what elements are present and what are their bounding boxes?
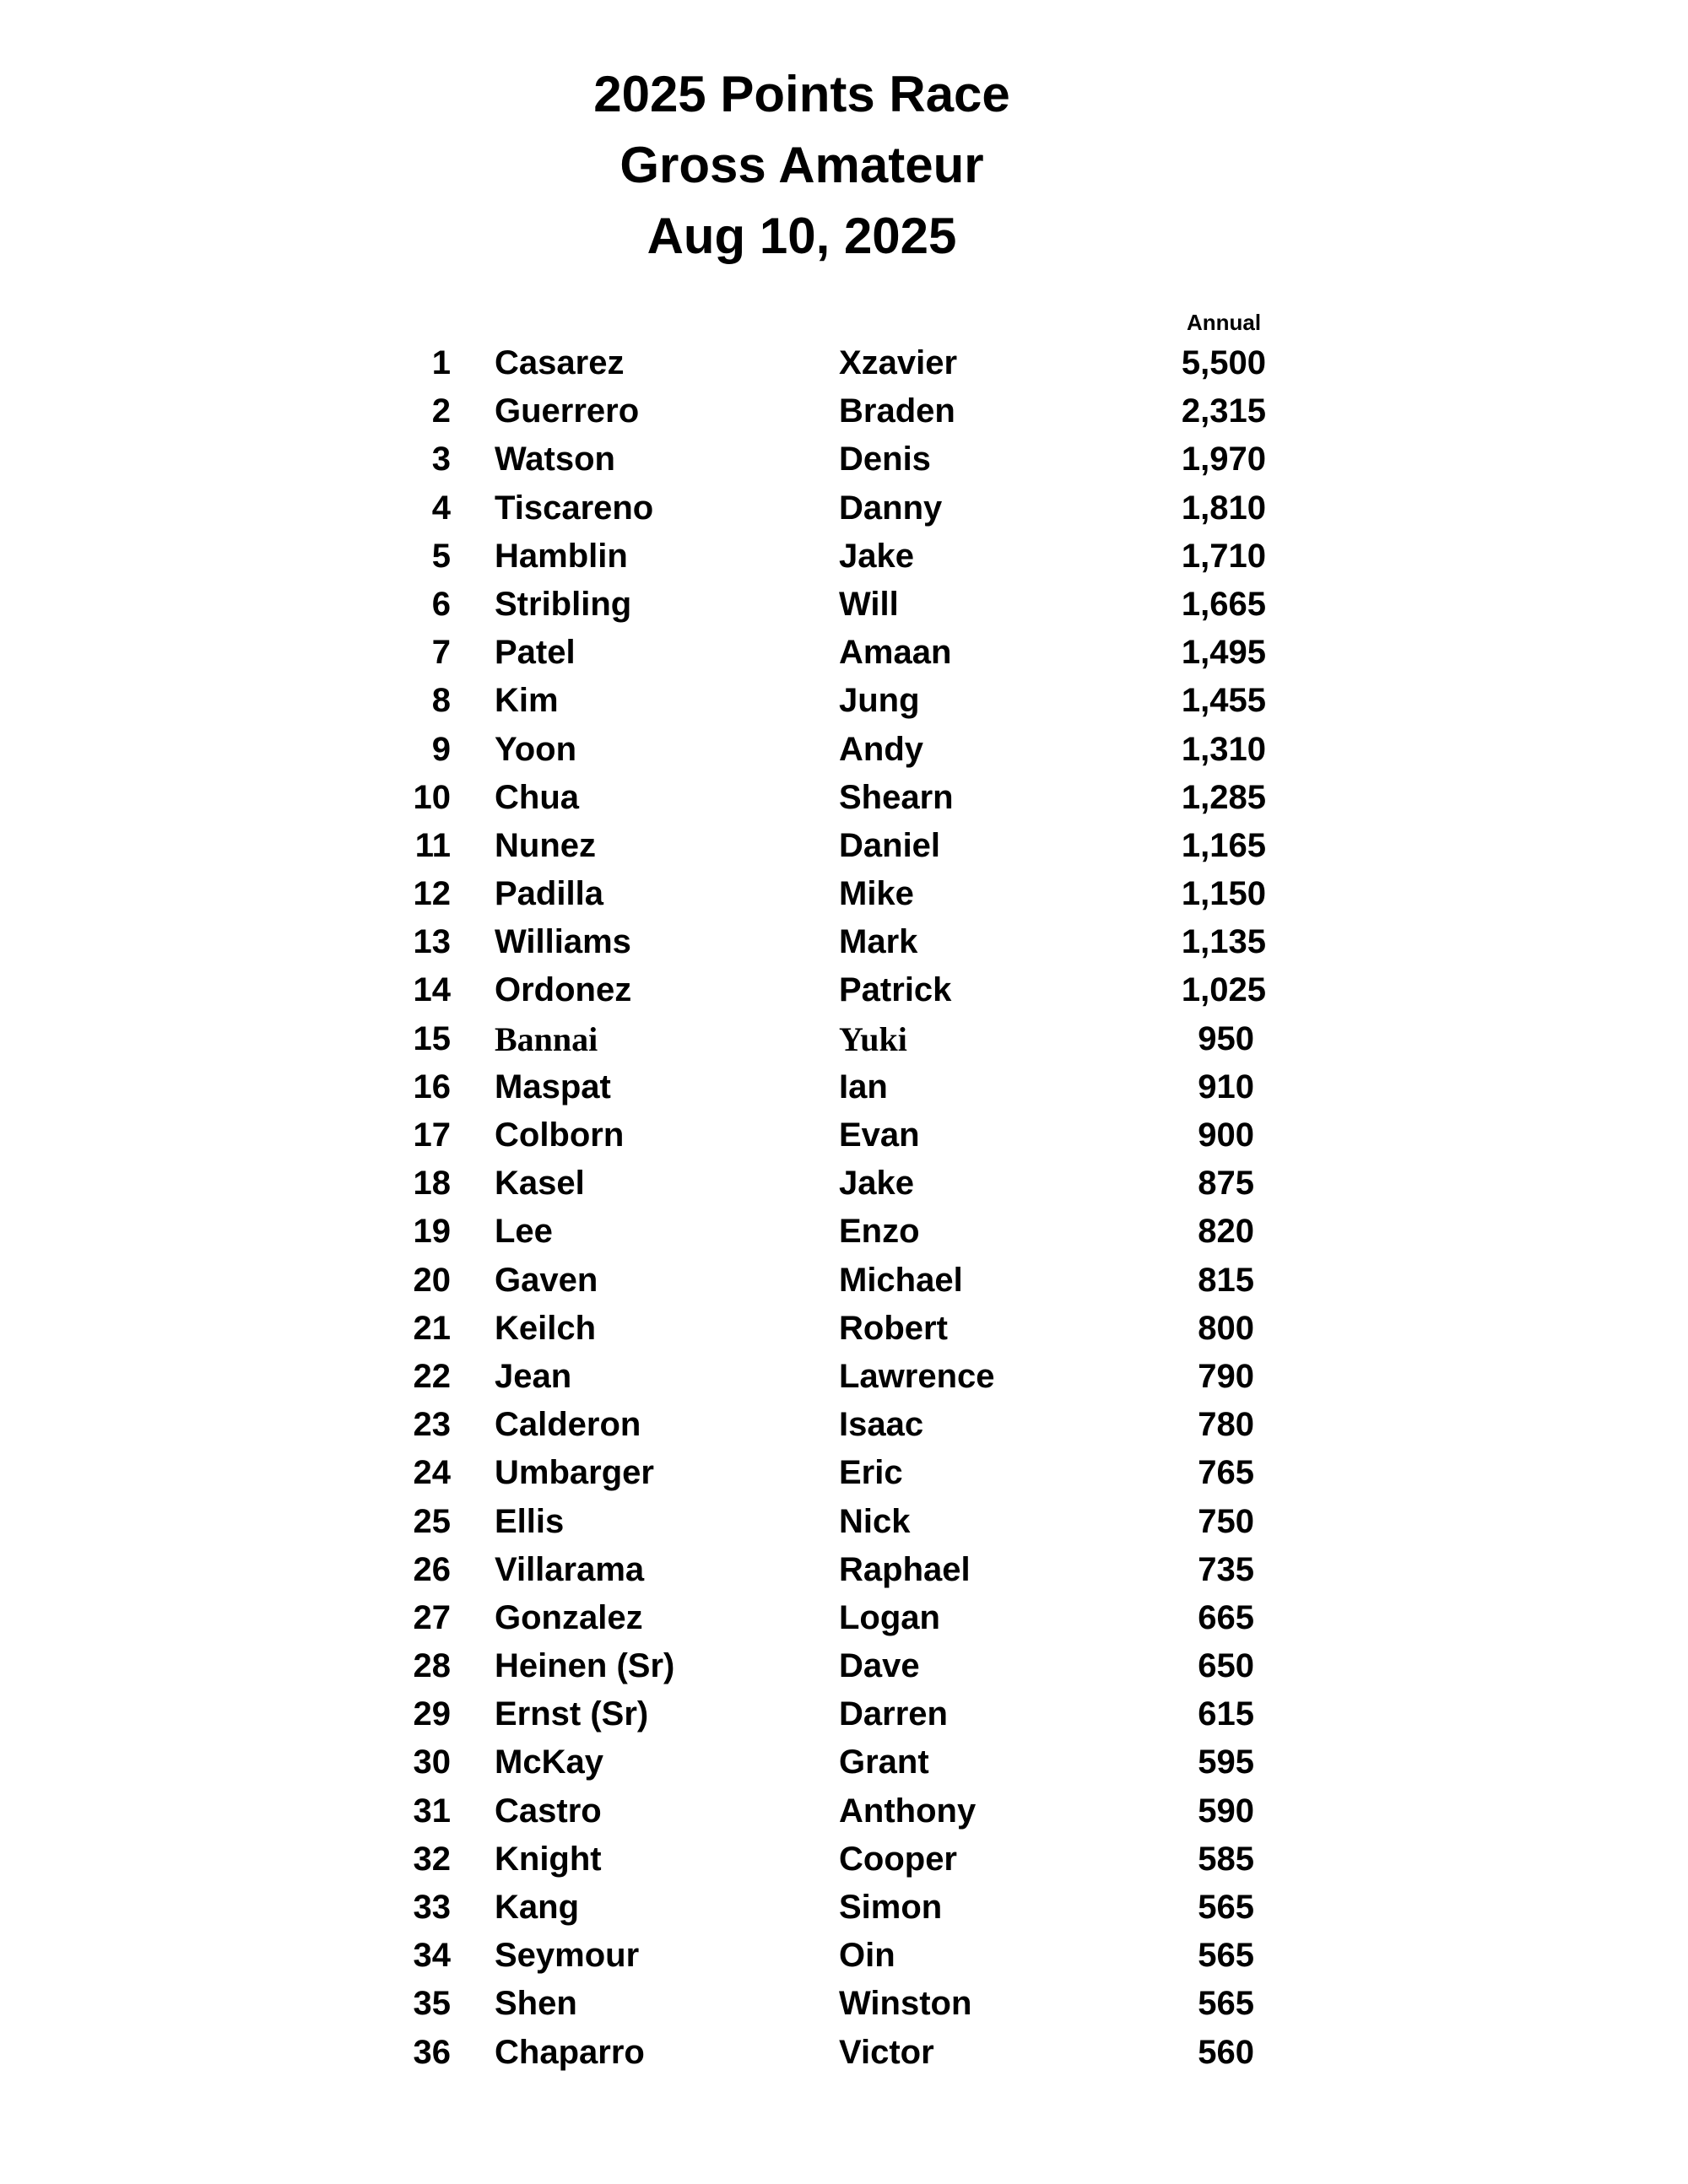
last-name-cell: Ordonez [495, 971, 632, 1009]
annual-points-cell: 665 [1198, 1598, 1254, 1636]
annual-points-cell: 1,165 [1181, 826, 1266, 864]
first-name-cell: Oin [839, 1937, 895, 1975]
last-name-cell: Colborn [495, 1116, 625, 1154]
rank-cell: 5 [431, 537, 451, 575]
last-name-cell: Castro [495, 1792, 602, 1830]
first-name-cell: Daniel [839, 826, 941, 864]
table-row [0, 1546, 1688, 1594]
first-name-cell: Lawrence [839, 1357, 995, 1395]
last-name-cell: Kim [495, 682, 559, 720]
table-row [0, 581, 1688, 629]
last-name-cell: Kasel [495, 1165, 585, 1203]
last-name-cell: Patel [495, 634, 576, 672]
table-row [0, 387, 1688, 435]
first-name-cell: Will [839, 585, 899, 623]
table-row [0, 1690, 1688, 1738]
last-name-cell: Umbarger [495, 1454, 654, 1492]
annual-points-cell: 565 [1198, 1937, 1254, 1975]
last-name-cell: Gaven [495, 1261, 598, 1299]
table-row [0, 532, 1688, 581]
last-name-cell: Seymour [495, 1937, 640, 1975]
table-row [0, 1111, 1688, 1160]
annual-points-cell: 585 [1198, 1840, 1254, 1878]
first-name-cell: Dave [839, 1647, 920, 1685]
table-row [0, 966, 1688, 1014]
rank-cell: 20 [413, 1261, 451, 1299]
annual-points-cell: 1,970 [1181, 441, 1266, 478]
first-name-cell: Raphael [839, 1550, 971, 1588]
annual-points-cell: 1,135 [1181, 923, 1266, 961]
rank-cell: 17 [413, 1116, 451, 1154]
first-name-cell: Xzavier [839, 344, 958, 381]
first-name-cell: Denis [839, 441, 931, 478]
first-name-cell: Mark [839, 923, 918, 961]
first-name-cell: Andy [839, 730, 923, 768]
annual-points-cell: 735 [1198, 1550, 1254, 1588]
table-row [0, 1642, 1688, 1690]
rank-cell: 23 [413, 1406, 451, 1444]
annual-points-cell: 1,025 [1181, 971, 1266, 1009]
rank-cell: 7 [431, 634, 451, 672]
annual-points-cell: 1,810 [1181, 489, 1266, 527]
rank-cell: 9 [431, 730, 451, 768]
annual-points-cell: 1,665 [1181, 585, 1266, 623]
annual-points-cell: 765 [1198, 1454, 1254, 1492]
rank-cell: 28 [413, 1647, 451, 1685]
last-name-cell: Jean [495, 1357, 572, 1395]
annual-points-cell: 820 [1198, 1213, 1254, 1251]
first-name-cell: Anthony [839, 1792, 977, 1830]
table-row [0, 1160, 1688, 1208]
rank-cell: 15 [413, 1019, 451, 1057]
last-name-cell: Watson [495, 441, 615, 478]
last-name-cell: Williams [495, 923, 631, 961]
first-name-cell: Yuki [839, 1019, 907, 1058]
last-name-cell: Lee [495, 1213, 553, 1251]
annual-points-cell: 1,455 [1181, 682, 1266, 720]
annual-points-cell: 900 [1198, 1116, 1254, 1154]
last-name-cell: McKay [495, 1743, 603, 1781]
annual-points-cell: 2,315 [1181, 392, 1266, 430]
rank-cell: 27 [413, 1598, 451, 1636]
rank-cell: 24 [413, 1454, 451, 1492]
table-row [0, 629, 1688, 677]
first-name-cell: Simon [839, 1889, 943, 1926]
annual-points-cell: 650 [1198, 1647, 1254, 1685]
first-name-cell: Enzo [839, 1213, 920, 1251]
table-row [0, 726, 1688, 774]
table-row [0, 1449, 1688, 1497]
first-name-cell: Jung [839, 682, 920, 720]
rank-cell: 11 [414, 826, 451, 864]
first-name-cell: Evan [839, 1116, 920, 1154]
rank-cell: 16 [413, 1068, 451, 1106]
first-name-cell: Nick [839, 1502, 911, 1540]
rank-cell: 6 [431, 585, 451, 623]
rank-cell: 26 [413, 1550, 451, 1588]
table-row [0, 1401, 1688, 1449]
annual-points-cell: 1,285 [1181, 778, 1266, 816]
rank-cell: 32 [413, 1840, 451, 1878]
rank-cell: 19 [413, 1213, 451, 1251]
title-block [0, 59, 1604, 272]
first-name-cell: Jake [839, 537, 914, 575]
last-name-cell: Guerrero [495, 392, 640, 430]
last-name-cell: Padilla [495, 875, 603, 913]
rank-cell: 29 [413, 1695, 451, 1733]
title-line-2: Gross Amateur [619, 137, 984, 193]
first-name-cell: Danny [839, 489, 943, 527]
last-name-cell: Gonzalez [495, 1598, 643, 1636]
last-name-cell: Kang [495, 1889, 579, 1926]
rank-cell: 30 [413, 1743, 451, 1781]
annual-points-cell: 780 [1198, 1406, 1254, 1444]
rank-cell: 14 [413, 971, 451, 1009]
table-row [0, 2029, 1688, 2077]
last-name-cell: Shen [495, 1985, 577, 2023]
table-row [0, 1980, 1688, 2028]
table-row [0, 774, 1688, 822]
table-row [0, 1353, 1688, 1401]
annual-points-cell: 560 [1198, 2033, 1254, 2071]
last-name-cell: Knight [495, 1840, 602, 1878]
annual-points-cell: 1,150 [1181, 875, 1266, 913]
first-name-cell: Shearn [839, 778, 954, 816]
first-name-cell: Ian [839, 1068, 888, 1106]
last-name-cell: Keilch [495, 1309, 597, 1347]
table-row [0, 918, 1688, 966]
rank-cell: 22 [413, 1357, 451, 1395]
annual-points-cell: 875 [1198, 1165, 1254, 1203]
last-name-cell: Bannai [495, 1019, 598, 1058]
last-name-cell: Villarama [495, 1550, 645, 1588]
annual-points-cell: 565 [1198, 1889, 1254, 1926]
annual-points-cell: 1,310 [1181, 730, 1266, 768]
first-name-cell: Mike [839, 875, 914, 913]
annual-points-cell: 815 [1198, 1261, 1254, 1299]
rank-cell: 10 [413, 778, 451, 816]
last-name-cell: Stribling [495, 585, 632, 623]
rank-cell: 25 [413, 1502, 451, 1540]
last-name-cell: Ellis [495, 1502, 565, 1540]
first-name-cell: Darren [839, 1695, 948, 1733]
first-name-cell: Patrick [839, 971, 952, 1009]
annual-points-cell: 1,495 [1181, 634, 1266, 672]
annual-column-header: Annual [1186, 310, 1262, 335]
rank-cell: 36 [413, 2033, 451, 2071]
first-name-cell: Logan [839, 1598, 940, 1636]
table-row [0, 1932, 1688, 1980]
first-name-cell: Grant [839, 1743, 929, 1781]
last-name-cell: Heinen (Sr) [495, 1647, 675, 1685]
last-name-cell: Hamblin [495, 537, 628, 575]
title-line-1: 2025 Points Race [593, 66, 1010, 122]
table-row [0, 1208, 1688, 1256]
table-row [0, 1594, 1688, 1642]
rank-cell: 13 [413, 923, 451, 961]
first-name-cell: Braden [839, 392, 955, 430]
table-row [0, 1787, 1688, 1835]
rank-cell: 33 [413, 1889, 451, 1926]
rank-cell: 8 [431, 682, 451, 720]
table-row [0, 339, 1688, 387]
table-row [0, 822, 1688, 870]
first-name-cell: Robert [839, 1309, 948, 1347]
rank-cell: 2 [431, 392, 451, 430]
last-name-cell: Yoon [495, 730, 577, 768]
rank-cell: 21 [413, 1309, 451, 1347]
rank-cell: 35 [413, 1985, 451, 2023]
annual-points-cell: 750 [1198, 1502, 1254, 1540]
rank-cell: 4 [431, 489, 451, 527]
annual-points-cell: 1,710 [1181, 537, 1266, 575]
last-name-cell: Maspat [495, 1068, 611, 1106]
first-name-cell: Cooper [839, 1840, 957, 1878]
annual-points-cell: 800 [1198, 1309, 1254, 1347]
title-line-3: Aug 10, 2025 [647, 208, 957, 264]
last-name-cell: Nunez [495, 826, 596, 864]
annual-points-cell: 950 [1198, 1019, 1254, 1057]
table-row [0, 1063, 1688, 1111]
rank-cell: 34 [413, 1937, 451, 1975]
last-name-cell: Calderon [495, 1406, 641, 1444]
first-name-cell: Eric [839, 1454, 903, 1492]
rank-cell: 12 [413, 875, 451, 913]
table-row [0, 435, 1688, 484]
annual-points-cell: 595 [1198, 1743, 1254, 1781]
last-name-cell: Chaparro [495, 2033, 645, 2071]
first-name-cell: Michael [839, 1261, 963, 1299]
first-name-cell: Victor [839, 2033, 934, 2071]
table-row [0, 484, 1688, 532]
annual-points-cell: 910 [1198, 1068, 1254, 1106]
table-row [0, 1257, 1688, 1305]
last-name-cell: Tiscareno [495, 489, 654, 527]
first-name-cell: Winston [839, 1985, 972, 2023]
first-name-cell: Isaac [839, 1406, 924, 1444]
last-name-cell: Casarez [495, 344, 625, 381]
rank-cell: 31 [413, 1792, 451, 1830]
last-name-cell: Chua [495, 778, 579, 816]
first-name-cell: Amaan [839, 634, 952, 672]
table-row [0, 1498, 1688, 1546]
table-row [0, 677, 1688, 725]
table-row [0, 1835, 1688, 1884]
table-row [0, 1884, 1688, 1932]
last-name-cell: Ernst (Sr) [495, 1695, 649, 1733]
rank-cell: 18 [413, 1165, 451, 1203]
annual-points-cell: 565 [1198, 1985, 1254, 2023]
table-row [0, 1738, 1688, 1787]
table-row [0, 870, 1688, 918]
table-row [0, 1015, 1688, 1063]
standings-table [0, 339, 1688, 2077]
annual-points-cell: 790 [1198, 1357, 1254, 1395]
table-row [0, 1305, 1688, 1353]
annual-points-cell: 615 [1198, 1695, 1254, 1733]
rank-cell: 1 [431, 344, 451, 381]
rank-cell: 3 [431, 441, 451, 478]
annual-points-cell: 5,500 [1181, 344, 1266, 381]
annual-points-cell: 590 [1198, 1792, 1254, 1830]
first-name-cell: Jake [839, 1165, 914, 1203]
